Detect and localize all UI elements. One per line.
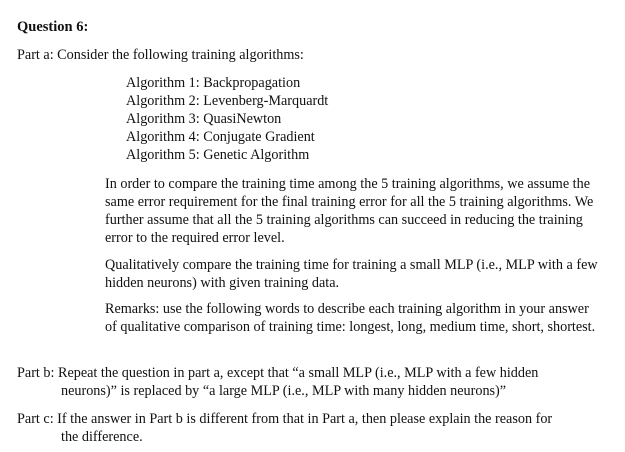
part-a-intro: Part a: Consider the following training algorithms: — [17, 47, 304, 63]
part-b — [17, 364, 607, 400]
algorithm-item: Algorithm 3: QuasiNewton — [126, 111, 282, 127]
algorithm-item: Algorithm 4: Conjugate Gradient — [126, 129, 315, 145]
algorithm-list — [126, 74, 328, 164]
algorithm-item: Algorithm 2: Levenberg-Marquardt — [126, 93, 329, 109]
part-c — [17, 410, 607, 446]
algorithm-item: Algorithm 5: Genetic Algorithm — [126, 147, 310, 163]
question-title: Question 6: — [17, 19, 89, 35]
part-c-line2: the difference. — [61, 429, 143, 445]
algorithm-item: Algorithm 1: Backpropagation — [126, 75, 301, 91]
part-b-line1: Part b: Repeat the question in part a, except that “a small MLP (i.e., MLP with a few hidden — [17, 365, 539, 381]
remarks-paragraph: Remarks: use the following words to describe each training algorithm in your answer of qualitative comparison of training time: longest, long, medium time, short, shortest. — [105, 301, 596, 335]
task-paragraph: Qualitatively compare the training time for training a small MLP (i.e., MLP with a few hidden neurons) with given training data. — [105, 257, 598, 291]
part-b-line2: neurons)” is replaced by “a large MLP (i.e., MLP with many hidden neurons)” — [61, 383, 507, 399]
assumption-paragraph: In order to compare the training time among the 5 training algorithms, we assume the same error requirement for the final training error for all the 5 training algorithms. We further assume that all the 5 training algorithms can succeed in reducing the training error to the required error level. — [105, 176, 594, 246]
part-c-line1: Part c: If the answer in Part b is different from that in Part a, then please explain the reason for — [17, 411, 553, 427]
